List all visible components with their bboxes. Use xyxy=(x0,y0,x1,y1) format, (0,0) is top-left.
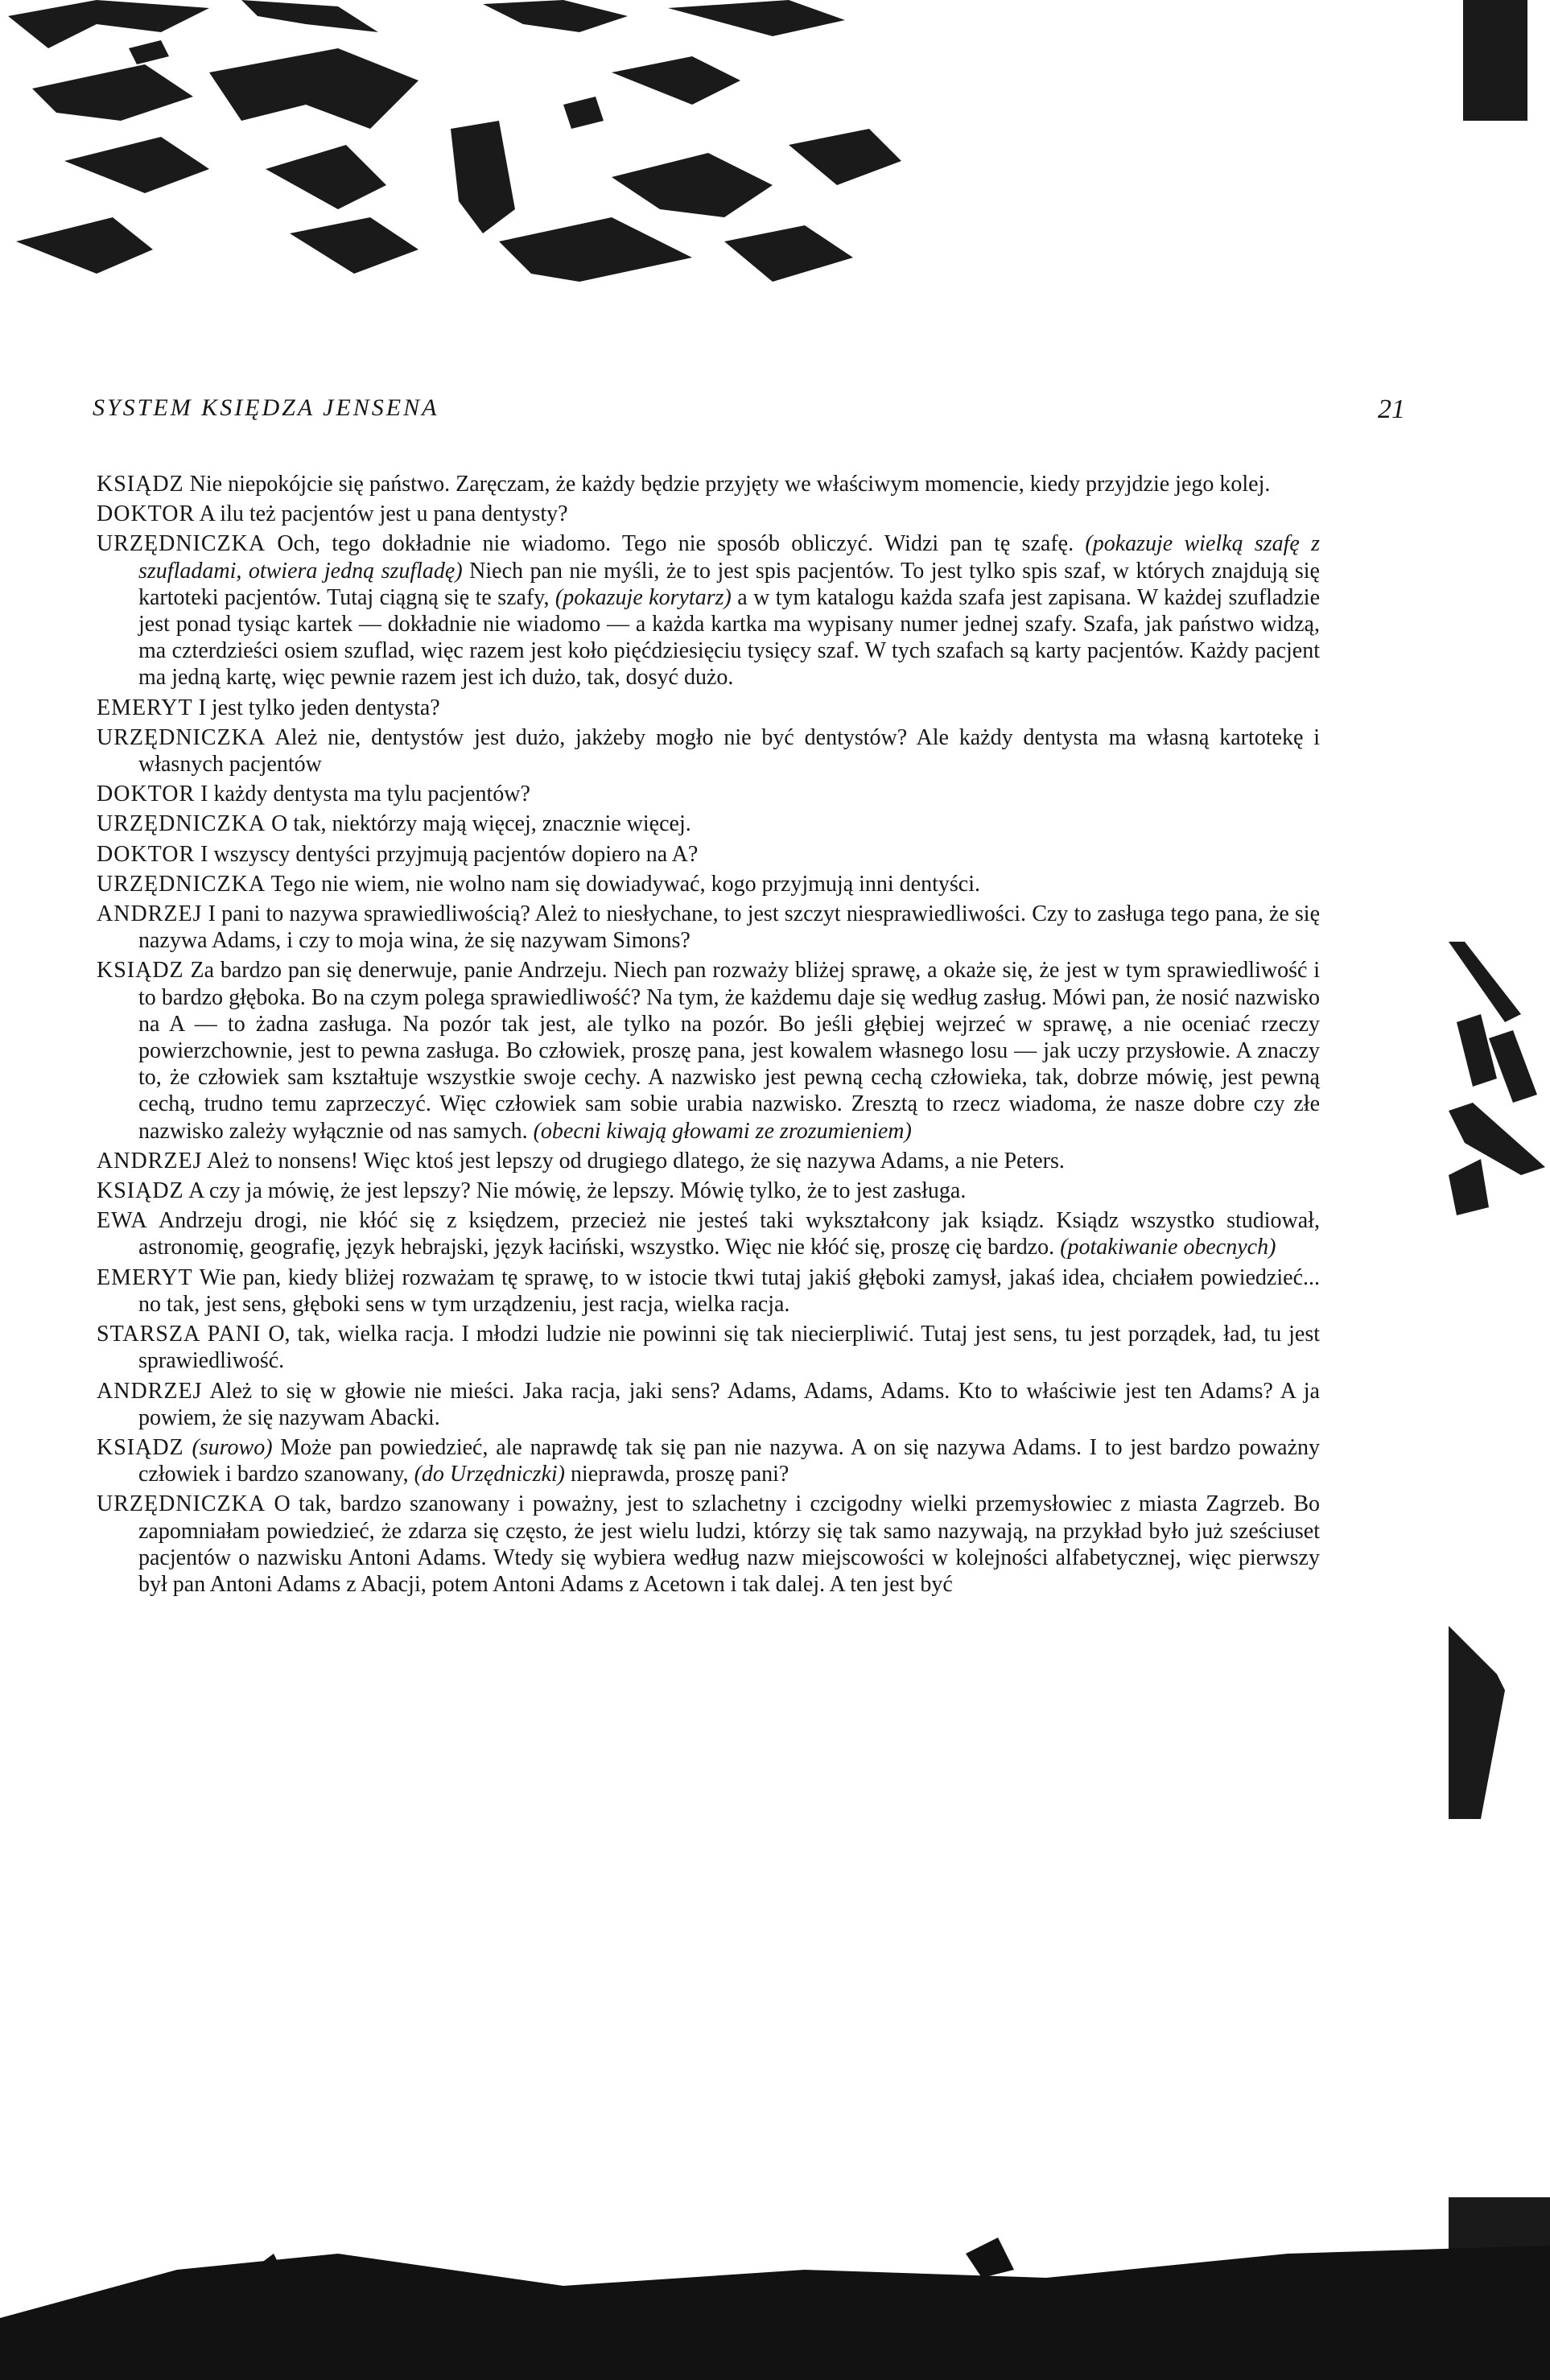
speaker-name: DOKTOR xyxy=(97,501,196,527)
speaker-name: URZĘDNICZKA xyxy=(97,531,266,557)
speaker-name: URZĘDNICZKA xyxy=(97,724,266,750)
speaker-name: ANDRZEJ xyxy=(97,1378,203,1404)
speaker-name: KSIĄDZ xyxy=(97,1434,184,1460)
stage-direction: (obecni kiwają głowami ze zrozumieniem) xyxy=(533,1118,912,1144)
dialogue-line xyxy=(97,1434,1320,1487)
dialogue-text: I wszyscy dentyści przyjmują pacjentów dopiero na A? xyxy=(200,841,699,867)
dialogue-text: A ilu też pacjentów jest u pana dentysty? xyxy=(199,501,568,527)
dialogue-line xyxy=(97,901,1320,954)
dialogue-text: Nie niepokójcie się państwo. Zaręczam, że każdy będzie przyjęty we właściwym momencie, kiedy przyjdzie jego kolej. xyxy=(189,472,1271,497)
speaker-name: EMERYT xyxy=(97,695,193,720)
speaker-name: URZĘDNICZKA xyxy=(97,811,266,837)
dialogue-text: a w tym katalogu każda szafa jest zapisana. W każdej szufladzie jest ponad tysiąc kartek — dokładnie nie wiadomo — a każda kartka ma wypisany numer jednej szafy. Szafa, jak państwo widzą, ma czterdzieści osiem szuflad, więc razem jest koło pięćdziesięciu tysięcy szaf. W tych szafach są karty pacjentów. Każdy pacjent ma jedną kartę, więc pewnie razem jest ich dużo, tak, dosyć dużo. xyxy=(138,584,1320,691)
dialogue-line xyxy=(97,471,1320,497)
dialogue-line xyxy=(97,1148,1320,1174)
decorative-illustration-right-margin xyxy=(1449,0,1550,2380)
dialogue-text: Och, tego dokładnie nie wiadomo. Tego nie sposób obliczyć. Widzi pan tę szafę. xyxy=(277,531,1086,557)
speaker-name: EMERYT xyxy=(97,1264,193,1290)
play-text xyxy=(97,471,1320,1601)
speaker-name: URZĘDNICZKA xyxy=(97,871,266,897)
dialogue-line xyxy=(97,1491,1320,1598)
stage-direction: (surowo) xyxy=(192,1434,273,1460)
dialogue-text: Niech pan nie myśli, że to jest spis pacjentów. To jest tylko spis szaf, w których znajdują się kartoteki pacjentów. Tutaj ciągną się te szafy, xyxy=(138,558,1320,610)
dialogue-text: Za bardzo pan się denerwuje, panie Andrzeju. Niech pan rozważy bliżej sprawę, a okaże się, że jest w tym sprawiedliwość i to bardzo głęboka. Bo na czym polega sprawiedliwość? Na tym, że każdemu daje się według zasług. Mówi pan, że nosić nazwisko na A — to żadna zasługa. Na pozór tak jest, ale tylko na pozór. Bo jeśli głębiej wejrzeć w sprawę, a nie oceniać rzeczy powierzchownie, jest to pewna zasługa. Bo człowiek, proszę pana, jest kowalem własnego losu — jak uczy przysłowie. A znaczy to, że człowiek sam kształtuje wszystkie swoje cechy. A nazwisko jest pewną cechą człowieka, tak, dobrze mówię, jest pewną cechą, trudno temu zaprzeczyć. Więc człowiek sam sobie urabia nazwisko. Zresztą to rzecz wiadoma, że nasze dobre czy złe nazwisko zależy wyłącznie od nas samych. xyxy=(138,958,1320,1144)
dialogue-line xyxy=(97,1207,1320,1260)
dialogue-text: I każdy dentysta ma tylu pacjentów? xyxy=(200,782,530,807)
dialogue-line xyxy=(97,724,1320,778)
decorative-band-bottom xyxy=(0,2221,1550,2380)
dialogue-text: Wie pan, kiedy bliżej rozważam tę sprawę, to w istocie tkwi tutaj jakiś głęboki zamysł, jakaś idea, chciałem powiedzieć... no tak, jest sens, głęboki sens w tym urządzeniu, jest racja, wielka racja. xyxy=(138,1264,1320,1317)
dialogue-line xyxy=(97,1378,1320,1431)
speaker-name: KSIĄDZ xyxy=(97,472,184,497)
dialogue-line xyxy=(97,695,1320,721)
dialogue-text: O tak, bardzo szanowany i poważny, jest to szlachetny i czcigodny wielki przemysłowiec z miasta Zagrzeb. Bo zapomniałam powiedzieć, że zdarza się często, że jest wielu ludzi, którzy się tak samo nazywają, na przykład było już sześciuset pacjentów o nazwisku Antoni Adams. Wtedy się wybiera według nazw miejscowości w kolejności alfabetycznej, więc pierwszy był pan Antoni Adams z Abacji, potem Antoni Adams z Acetown i tak dalej. A ten jest być xyxy=(138,1491,1320,1597)
running-header xyxy=(93,394,1405,435)
stage-direction: (pokazuje wielką szafę z szufladami, otwiera jedną szufladę) xyxy=(138,531,1321,584)
stage-direction: (do Urzędniczki) xyxy=(414,1462,566,1487)
decorative-illustration-top xyxy=(0,0,934,306)
dialogue-line xyxy=(97,841,1320,868)
dialogue-text: O tak, niektórzy mają więcej, znacznie więcej. xyxy=(271,811,691,837)
speaker-name: ANDRZEJ xyxy=(97,1148,203,1174)
running-title: SYSTEM KSIĘDZA JENSENA xyxy=(93,394,439,421)
dialogue-text: I jest tylko jeden dentysta? xyxy=(198,695,440,720)
dialogue-text: Ależ nie, dentystów jest dużo, jakżeby mogło nie być dentystów? Ale każdy dentysta ma własną kartotekę i własnych pacjentów xyxy=(138,724,1320,778)
speaker-name: DOKTOR xyxy=(97,841,196,867)
dialogue-line xyxy=(97,530,1320,691)
dialogue-text: Andrzeju drogi, nie kłóć się z księdzem, przecież nie jesteś taki wykształcony jak ksiądz. Ksiądz wszystko studiował, astronomię, geografię, język hebrajski, język łaciński, wszystko. Więc nie kłóć się, proszę cię bardzo. xyxy=(138,1208,1320,1260)
dialogue-line xyxy=(97,1264,1320,1318)
dialogue-line xyxy=(97,957,1320,1144)
speaker-name: STARSZA PANI xyxy=(97,1322,262,1347)
dialogue-text: I pani to nazywa sprawiedliwością? Ależ to niesłychane, to jest szczyt niesprawiedliwości. Czy to zasługa tego pana, że się nazywa Adams, i czy to moja wina, że się nazywam Simons? xyxy=(138,901,1321,954)
speaker-name: ANDRZEJ xyxy=(97,901,203,927)
speaker-name: KSIĄDZ xyxy=(97,1178,184,1204)
dialogue-text: Ależ to nonsens! Więc ktoś jest lepszy od drugiego dlatego, że się nazywa Adams, a nie Peters. xyxy=(206,1148,1065,1174)
dialogue-line xyxy=(97,871,1320,897)
dialogue-text: O, tak, wielka racja. I młodzi ludzie nie powinni się tak niecierpliwić. Tutaj jest sens, tu jest porządek, ład, tu jest sprawiedliwość. xyxy=(138,1322,1321,1374)
speaker-name: URZĘDNICZKA xyxy=(97,1491,266,1517)
dialogue-line xyxy=(97,1321,1320,1374)
dialogue-text: nieprawda, proszę pani? xyxy=(565,1462,789,1487)
dialogue-text: Może pan powiedzieć, ale naprawdę tak się pan nie nazywa. A on się nazywa Adams. I to jest bardzo poważny człowiek i bardzo szanowany, xyxy=(138,1434,1321,1487)
dialogue-line xyxy=(97,781,1320,807)
stage-direction: (pokazuje korytarz) xyxy=(554,584,732,610)
dialogue-text: A czy ja mówię, że jest lepszy? Nie mówię, że lepszy. Mówię tylko, że to jest zasługa. xyxy=(188,1178,967,1204)
page-number: 21 xyxy=(1378,394,1405,424)
speaker-name: KSIĄDZ xyxy=(97,958,184,984)
speaker-name: EWA xyxy=(97,1208,148,1234)
speaker-name: DOKTOR xyxy=(97,782,196,807)
dialogue-line xyxy=(97,501,1320,527)
stage-direction: (potakiwanie obecnych) xyxy=(1060,1235,1276,1260)
dialogue-text: Tego nie wiem, nie wolno nam się dowiadywać, kogo przyjmują inni dentyści. xyxy=(270,871,980,897)
dialogue-line xyxy=(97,811,1320,837)
dialogue-line xyxy=(97,1178,1320,1204)
dialogue-text: Ależ to się w głowie nie mieści. Jaka racja, jaki sens? Adams, Adams, Adams. Kto to właściwie jest ten Adams? A ja powiem, że się nazywam Abacki. xyxy=(138,1378,1320,1430)
